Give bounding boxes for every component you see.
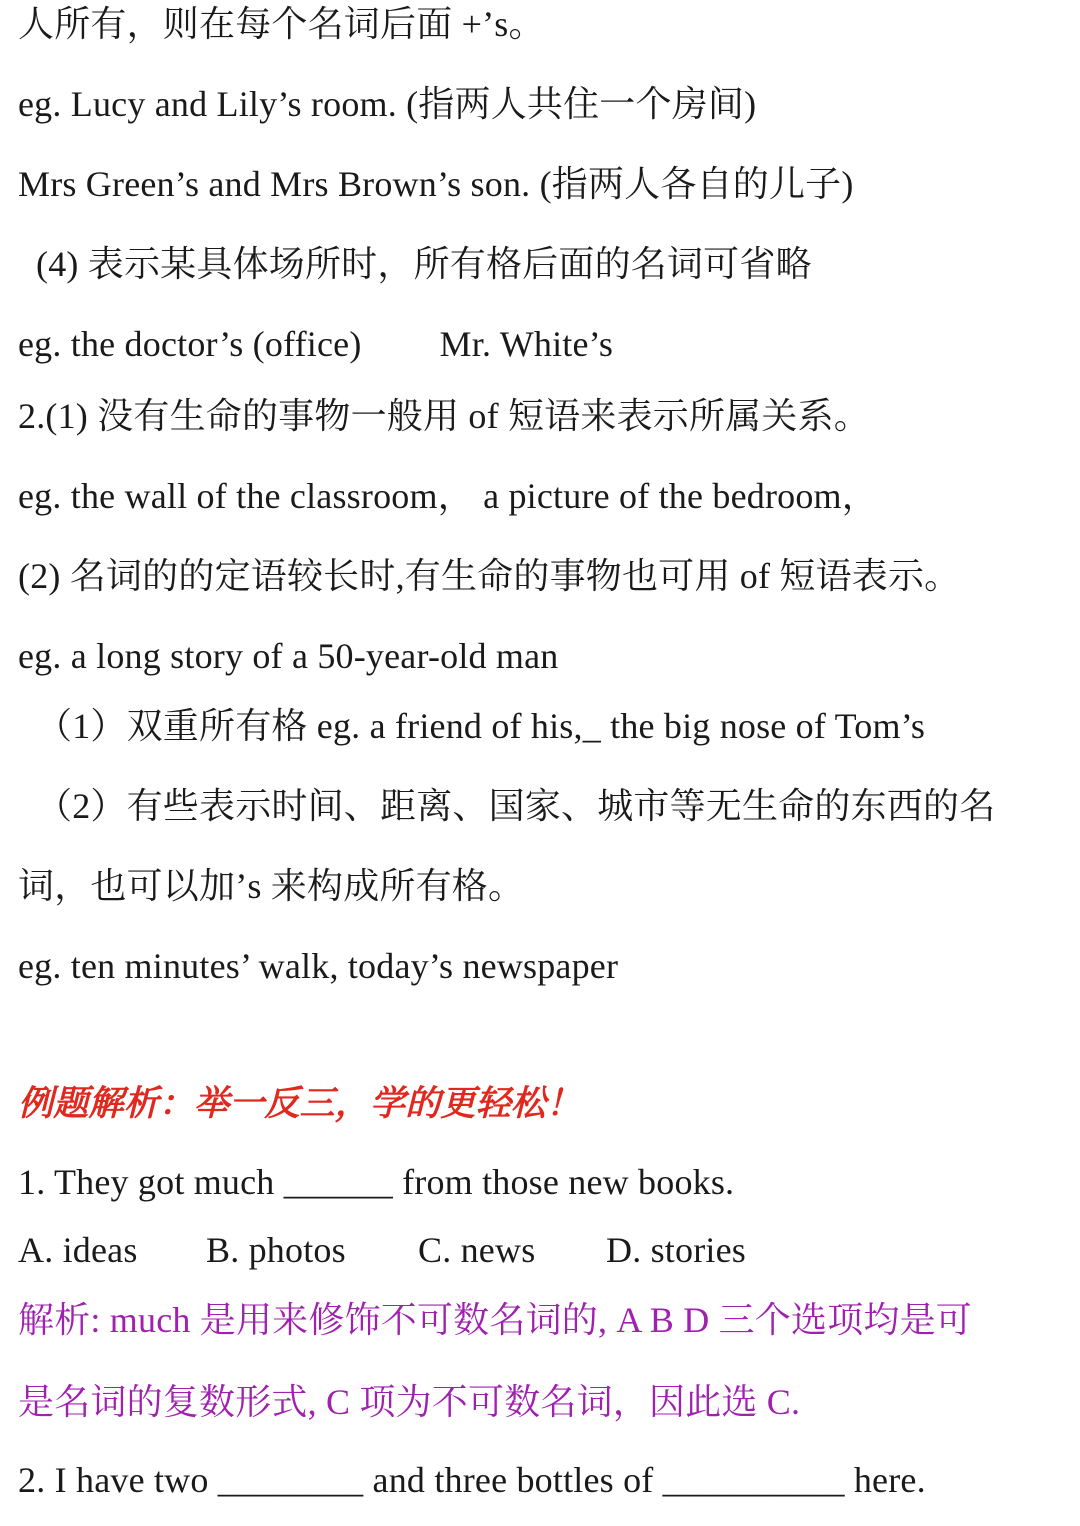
text-line: eg. a long story of a 50-year-old man (18, 636, 559, 676)
text-line: （1）双重所有格 eg. a friend of his,_ the big nose of Tom’s (36, 706, 926, 746)
option-d: D. stories (606, 1230, 746, 1270)
text-line: (2) 名词的的定语较长时,有生命的事物也可用 of 短语表示。 (18, 556, 961, 596)
question-2-stem: 2. I have two ________ and three bottles of __________ here. (18, 1460, 926, 1500)
text-line: eg. Lucy and Lily’s room. (指两人共住一个房间) (18, 84, 757, 124)
text-line: (4) 表示某具体场所时，所有格后面的名词可省略 (36, 244, 812, 284)
option-b: B. photos (206, 1230, 346, 1270)
option-a: A. ideas (18, 1230, 138, 1270)
example-doctor: eg. the doctor’s (office) (18, 324, 362, 364)
option-c: C. news (418, 1230, 536, 1270)
text-line: 人所有，则在每个名词后面 +’s。 (18, 4, 545, 44)
text-line: （2）有些表示时间、距离、国家、城市等无生命的东西的名 (36, 786, 996, 826)
analysis-line-1: 解析: much 是用来修饰不可数名词的, A B D 三个选项均是可 (18, 1300, 973, 1340)
question-1-stem: 1. They got much ______ from those new books. (18, 1162, 735, 1202)
text-line: eg. ten minutes’ walk, today’s newspaper (18, 946, 619, 986)
analysis-line-2: 是名词的复数形式, C 项为不可数名词，因此选 C. (18, 1382, 801, 1422)
text-line: Mrs Green’s and Mrs Brown’s son. (指两人各自的儿子) (18, 164, 854, 204)
text-line: 词，也可以加’s 来构成所有格。 (18, 866, 525, 906)
text-line: eg. the wall of the classroom， a picture of the bedroom， (18, 476, 878, 516)
text-line: 2.(1) 没有生命的事物一般用 of 短语来表示所属关系。 (18, 396, 870, 436)
text-line (18, 322, 1070, 366)
section-title: 例题解析：举一反三，学的更轻松！ (18, 1084, 582, 1124)
example-mr-white: Mr. White’s (439, 324, 614, 364)
